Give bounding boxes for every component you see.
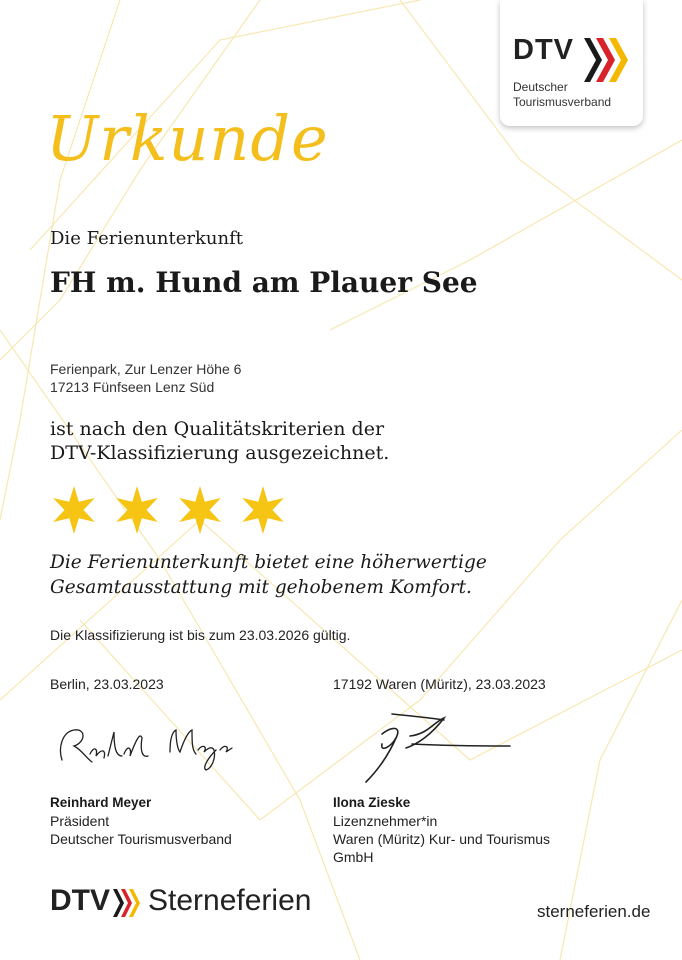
claim-line-1: ist nach den Qualitätskriterien der — [50, 418, 385, 440]
chevrons-icon — [582, 36, 632, 84]
property-address — [50, 360, 241, 396]
logo-line-1: Deutscher — [513, 80, 568, 94]
role-left-line-1: Präsident — [50, 813, 110, 829]
logo-line-2: Tourismusverband — [513, 95, 612, 109]
star-rating — [50, 484, 300, 536]
logo-abbreviation: DTV — [513, 34, 574, 66]
role-left-line-2: Deutscher Tourismusverband — [50, 831, 232, 847]
address-line-1: Ferienpark, Zur Lenzer Höhe 6 — [50, 361, 242, 377]
signatory-role-left — [50, 812, 232, 848]
dtv-logo — [500, 0, 643, 126]
logo-subtitle — [513, 80, 611, 110]
signatory-name-right: Ilona Zieske — [333, 795, 411, 810]
brand-name: Sterneferien — [148, 884, 312, 917]
signatory-role-right — [333, 812, 550, 866]
brand-abbreviation: DTV — [50, 884, 110, 917]
role-right-line-1: Lizenznehmer*in — [333, 813, 438, 829]
star-icon — [53, 486, 95, 534]
role-right-line-3: GmbH — [333, 849, 374, 865]
signature-ilona-zieske — [352, 708, 522, 790]
star-icon — [242, 486, 284, 534]
star-icon — [116, 486, 158, 534]
brand-chevrons-icon — [112, 888, 144, 918]
description-line-1: Die Ferienunterkunft bietet eine höherwertige — [50, 552, 487, 573]
description-line-2: Gesamtausstattung mit gehobenem Komfort. — [50, 577, 472, 598]
website-link[interactable]: sterneferien.de — [537, 902, 651, 921]
claim-line-2: DTV-Klassifizierung ausgezeichnet. — [50, 442, 390, 464]
classification-claim — [50, 417, 389, 465]
place-date-right: 17192 Waren (Müritz), 23.03.2023 — [333, 676, 546, 692]
address-line-2: 17213 Fünfseen Lenz Süd — [50, 379, 215, 395]
role-right-line-2: Waren (Müritz) Kur- und Tourismus — [333, 831, 551, 847]
property-name: FH m. Hund am Plauer See — [50, 266, 478, 299]
signatory-name-left: Reinhard Meyer — [50, 795, 152, 810]
star-icon — [179, 486, 221, 534]
certificate-subtitle: Die Ferienunterkunft — [50, 228, 243, 249]
quality-description — [50, 550, 487, 600]
validity-note: Die Klassifizierung ist bis zum 23.03.2026 gültig. — [50, 627, 351, 643]
place-date-left: Berlin, 23.03.2023 — [50, 676, 164, 692]
certificate-title: Urkunde — [46, 102, 329, 175]
signature-reinhard-meyer — [52, 718, 252, 774]
